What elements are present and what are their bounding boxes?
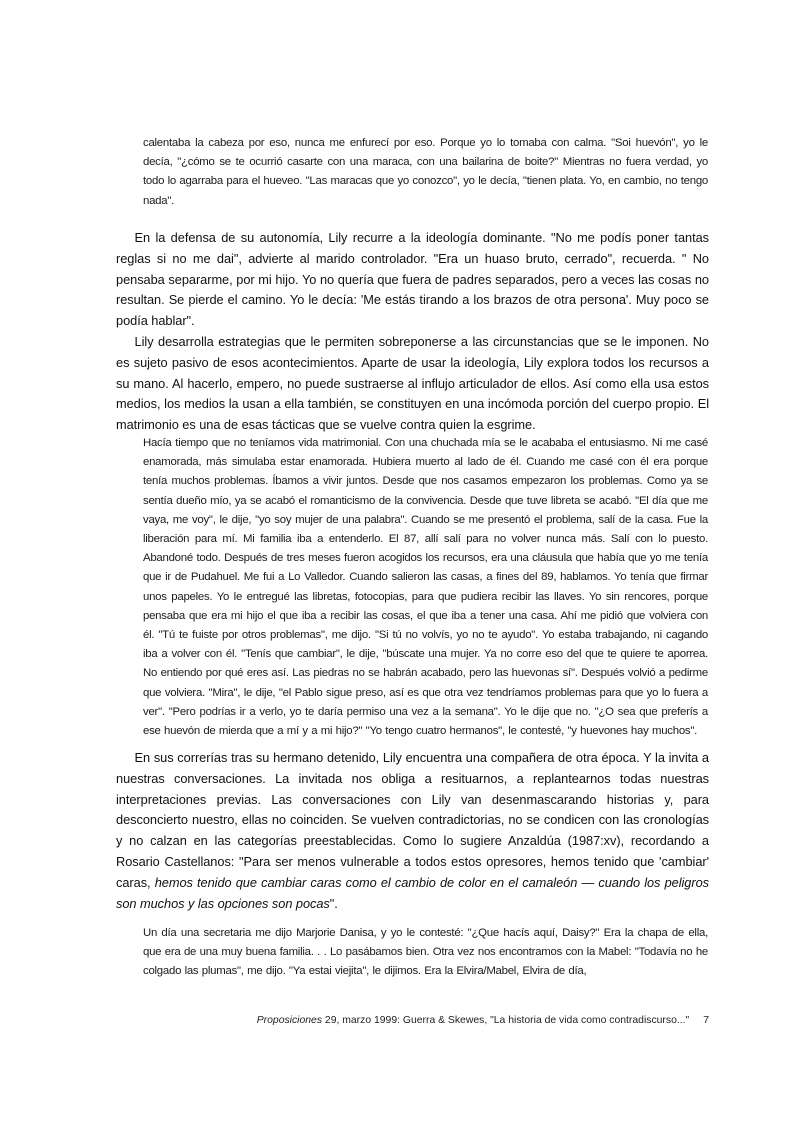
body-text (116, 228, 709, 436)
body-paragraph (116, 748, 709, 914)
quote-paragraph: calentaba la cabeza por eso, nunca me enfurecí por eso. Porque yo lo tomaba con calma. "Soi huevón", yo le decía, "¿cómo se te ocurrió casarte con una maraca, con una bailarina de boite?" Mientras no fuera verdad, yo todo lo agarraba para el hueveo. "Las maracas que yo conozco", yo le decía, "tienen plata. Yo, en cambio, no tengo nada". (143, 137, 708, 207)
page-number: 7 (703, 1015, 709, 1026)
body-paragraph: En la defensa de su autonomía, Lily recurre a la ideología dominante. "No me podís poner tantas reglas si no me dai", advierte al marido controlador. "Era un huaso bruto, cerrado", recuerda. " No pensaba separarme, por mi hijo. Yo no quería que fuera de padres separados, pero a veces las cosas no resultan. Se pierde el camino. Yo le decía: 'Me estás tirando a los brazos de otra persona'. Muy poco se podía hablar". (116, 230, 709, 329)
block-quote (143, 134, 708, 211)
journal-name: Proposiciones (256, 1015, 323, 1026)
page-footer (257, 1015, 709, 1026)
italic-quote-run: hemos tenido que cambiar caras como el cambio de color en el camaleón — cuando los peligros son muchos y las opciones son pocas (116, 874, 709, 911)
body-paragraph: Lily desarrolla estrategias que le permiten sobreponerse a las circunstancias que se le imponen. No es sujeto pasivo de esos acontecimientos. Aparte de usar la ideología, Lily explora todos los recursos a su mano. Al hacerlo, empero, no puede sustraerse al influjo articulador de ellos. Así como ella usa estos medios, los medios la usan a ella también, se constituyen en una incómoda porción del cuerpo propio. El matrimonio es una de esas tácticas que se vuelve contra quien la esgrime. (116, 333, 709, 433)
body-text-run: ". (329, 895, 338, 911)
body-text-run: En sus correrías tras su hermano detenido, Lily encuentra una compañera de otra época. Y la invita a nuestras conversaciones. La invitada nos obliga a resituarnos, a replantearnos todas nuestras interpretaciones previas. Las conversaciones con Lily van desenmascarando historias y, para desconcierto nuestro, ellas no coinciden. Se vuelven contradictorias, no se condicen con las cronologías y no calzan en las categorías preestablecidas. Como lo sugiere Anzaldúa (1987:xv), recordando a Rosario Castellanos: "Para ser menos vulnerable a todos estos opresores, hemos tenido que 'cambiar' caras, (116, 750, 709, 890)
quote-paragraph: Un día una secretaria me dijo Marjorie Danisa, y yo le contesté: "¿Que hacís aquí, Daisy?" Era la chapa de ella, que era de una muy buena familia. . . Lo pasábamos bien. Otra vez nos encontramos con la Mabel: "Todavía no he colgado las plumas", me dijo. "Ya estai viejita", le dijimos. Era la Elvira/Mabel, Elvira de día, (143, 927, 708, 978)
block-quote (143, 434, 708, 741)
footer-citation: 29, marzo 1999: Guerra & Skewes, "La historia de vida como contradiscurso..." (322, 1015, 690, 1026)
block-quote (143, 924, 708, 982)
quote-paragraph: Hacía tiempo que no teníamos vida matrimonial. Con una chuchada mía se le acababa el entusiasmo. Ni me casé enamorada, más simulaba estar enamorada. Hubiera muerto al lado de él. Cuando me casé con él era porque tenía muchos problemas. Íbamos a vivir juntos. Desde que nos casamos empezaron los problemas. Como ya se sentía dueño mío, ya se acabó el romanticismo de la convivencia. Desde que tuve libreta se acabó. "El día que me vaya, me voy", le dije, "yo soy mujer de una palabra". Cuando se me presentó el problema, salí de la casa. Fue la liberación para mí. Mi familia iba a entenderlo. El 87, allí salí para no volver nunca más. Salí con lo puesto. Abandoné todo. Después de tres meses fueron acogidos los recursos, era una cláusula que había que yo me tenía que ir de Pudahuel. Me fui a Lo Valledor. Cuando salieron las casas, a fines del 89, hablamos. Yo tenía que firmar unos papeles. Yo le entregué las libretas, fotocopias, para que pudiera recibir las llaves. Yo sin rencores, porque pensaba que era mi hijo el que iba a recibir las cosas, el que iba a tener una casa. Ahí me pidió que volviera con él. "Tú te fuiste por otros problemas", me dijo. "Si tú no volvís, yo no te ayudo". Yo estaba trabajando, ni cagando iba a volver con él. "Tenís que cambiar", le dije, "búscate una mujer. Ya no corre eso del que te quiere te aporrea. No entiendo por qué eres así. Las piedras no se habrán acabado, pero las huevonas sí". Después volvió a pedirme que volviera. "Mira", le dije, "el Pablo sigue preso, así es que otra vez tendríamos problemas para que yo lo fuera a ver". "Pero podrías ir a verlo, yo te daría permiso una vez a la semana". Yo le dije que no. "¿O sea que preferís a ese huevón de mierda que a mí y a mi hijo?" "Yo tengo cuatro hermanos", le contesté, "y huevones hay muchos". (143, 437, 708, 738)
body-text (116, 748, 709, 914)
